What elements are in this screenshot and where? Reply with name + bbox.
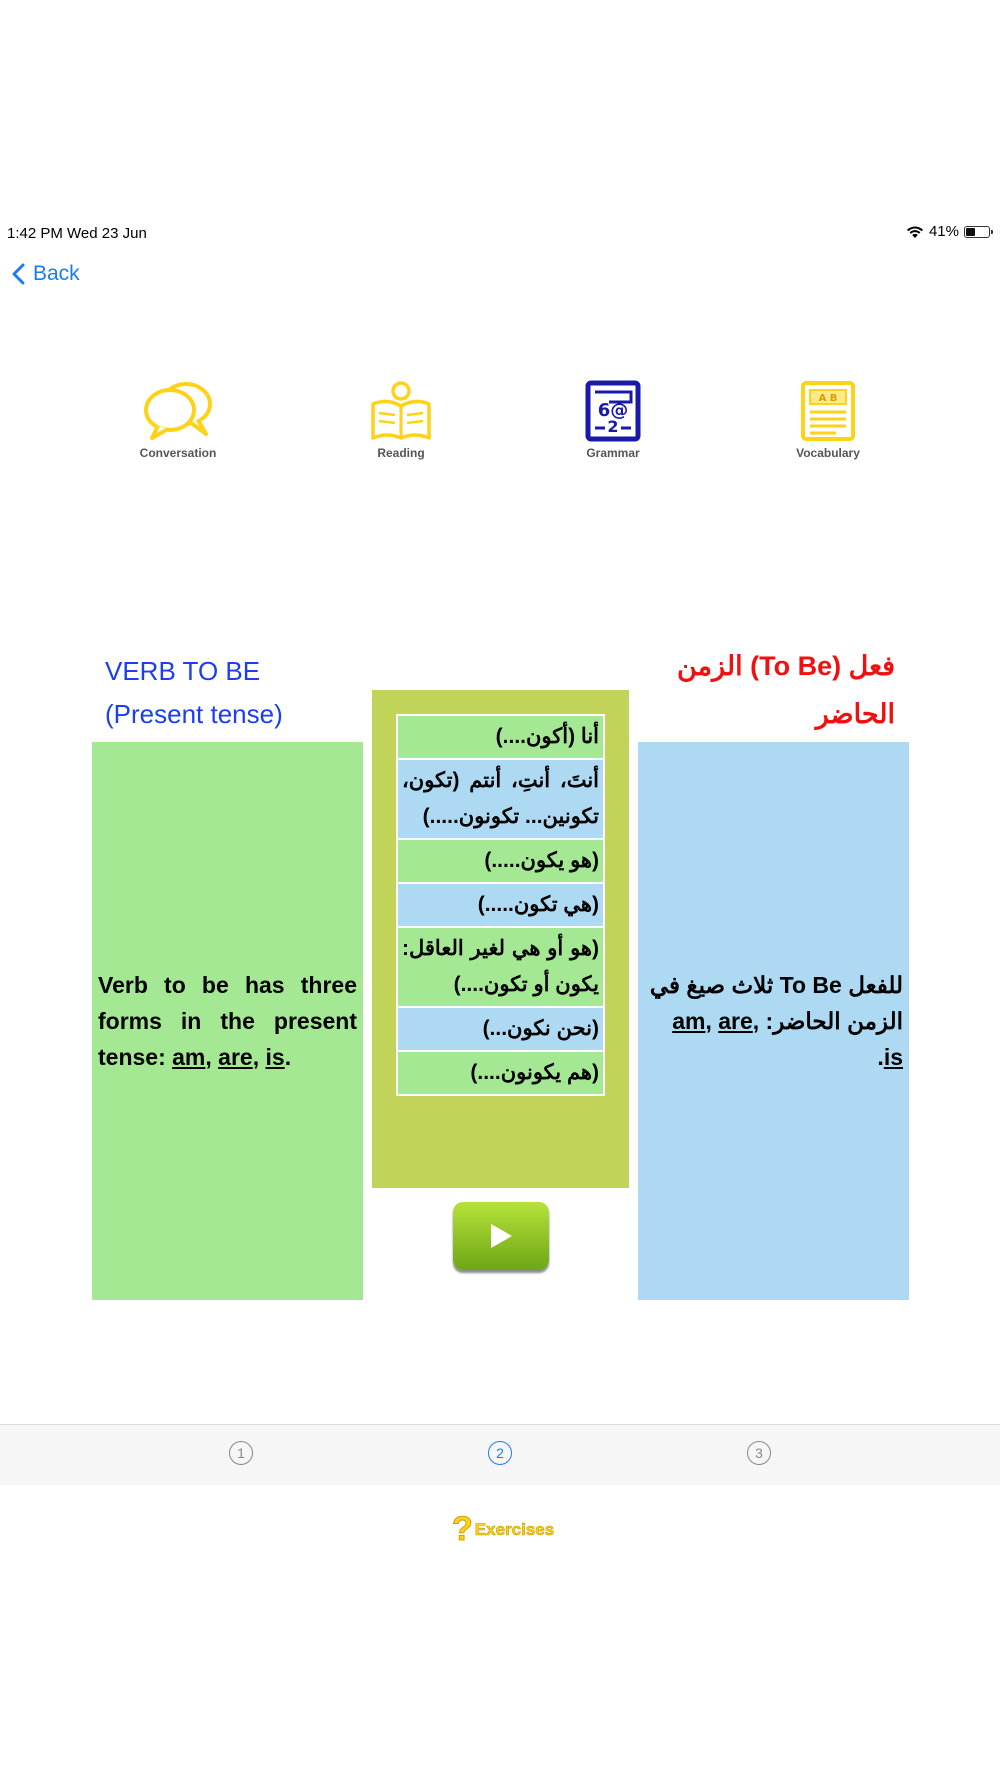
status-time: 1:42 PM Wed 23 Jun	[7, 225, 147, 242]
form-are-ar: are	[718, 1008, 753, 1034]
battery-icon	[964, 226, 990, 238]
arabic-explanation-text: للفعل To Be ثلاث صيغ في الزمن الحاضر: am, are, is.	[649, 972, 903, 1070]
svg-text:2: 2	[607, 417, 619, 436]
english-explanation-panel	[92, 742, 363, 1300]
chevron-left-icon	[12, 263, 25, 285]
conjugation-row: أنتَ، أنتِ، أنتم (تكون، تكونين... تكونون.....)	[398, 760, 603, 838]
title-english-line1: VERB TO BE	[105, 656, 261, 686]
exercises-button[interactable]	[452, 1510, 554, 1549]
title-english	[105, 650, 283, 736]
grammar-icon	[585, 380, 641, 442]
vocabulary-card-icon	[800, 380, 856, 442]
title-arabic-line2: الحاضر	[815, 699, 895, 729]
status-right	[906, 223, 990, 240]
form-is-ar: is	[883, 1044, 903, 1070]
form-is: is	[265, 1044, 285, 1070]
svg-text:A B: A B	[818, 393, 838, 404]
svg-text:6@: 6@	[597, 400, 629, 421]
conjugation-row: (نحن نكون...)	[398, 1008, 603, 1050]
form-are: are	[218, 1044, 253, 1070]
back-label: Back	[33, 262, 80, 285]
nav-vocabulary[interactable]	[748, 380, 908, 460]
play-button[interactable]	[453, 1202, 549, 1270]
page-1-button[interactable]: 1	[229, 1441, 253, 1465]
exercises-label: Exercises	[474, 1519, 555, 1539]
speech-bubbles-icon	[142, 380, 214, 442]
nav-grammar[interactable]	[533, 380, 693, 460]
nav-vocabulary-label: Vocabulary	[796, 446, 860, 460]
nav-reading-label: Reading	[377, 446, 425, 460]
conjugation-table	[396, 714, 605, 1096]
page-3-button[interactable]: 3	[747, 1441, 771, 1465]
conjugation-frame	[372, 690, 629, 1188]
conjugation-row: (هو أو هي لغير العاقل: يكون أو تكون....)	[398, 928, 603, 1006]
arabic-explanation-panel	[638, 742, 909, 1300]
nav-conversation[interactable]	[98, 380, 258, 460]
back-button[interactable]	[12, 262, 80, 286]
english-explanation-body: Verb to be has three forms in the present tense:	[98, 972, 357, 1070]
page-2-button[interactable]: 2	[488, 1441, 512, 1465]
question-mark-icon: ?	[452, 1510, 473, 1548]
nav-reading[interactable]	[321, 380, 481, 460]
title-arabic-line1: فعل (To Be) الزمن	[676, 651, 895, 681]
open-book-icon	[369, 380, 433, 442]
english-explanation-text: Verb to be has three forms in the present tense: am, are, is.	[98, 972, 357, 1070]
conjugation-row: أنا (أكون....)	[398, 716, 603, 758]
title-arabic	[677, 642, 895, 738]
form-am: am	[172, 1044, 206, 1070]
battery-percent: 41%	[928, 223, 959, 240]
conjugation-row: (هو يكون.....)	[398, 840, 603, 882]
page-control	[0, 1424, 1000, 1485]
nav-grammar-label: Grammar	[586, 446, 640, 460]
title-english-line2: (Present tense)	[105, 699, 283, 729]
conjugation-row: (هم يكونون....)	[398, 1052, 603, 1094]
play-icon	[488, 1222, 514, 1250]
conjugation-row: (هي تكون.....)	[398, 884, 603, 926]
wifi-icon	[906, 225, 924, 239]
form-am-ar: am	[672, 1008, 706, 1034]
arabic-explanation-body: للفعل To Be ثلاث صيغ في الزمن الحاضر:	[649, 972, 903, 1034]
nav-conversation-label: Conversation	[139, 446, 217, 460]
